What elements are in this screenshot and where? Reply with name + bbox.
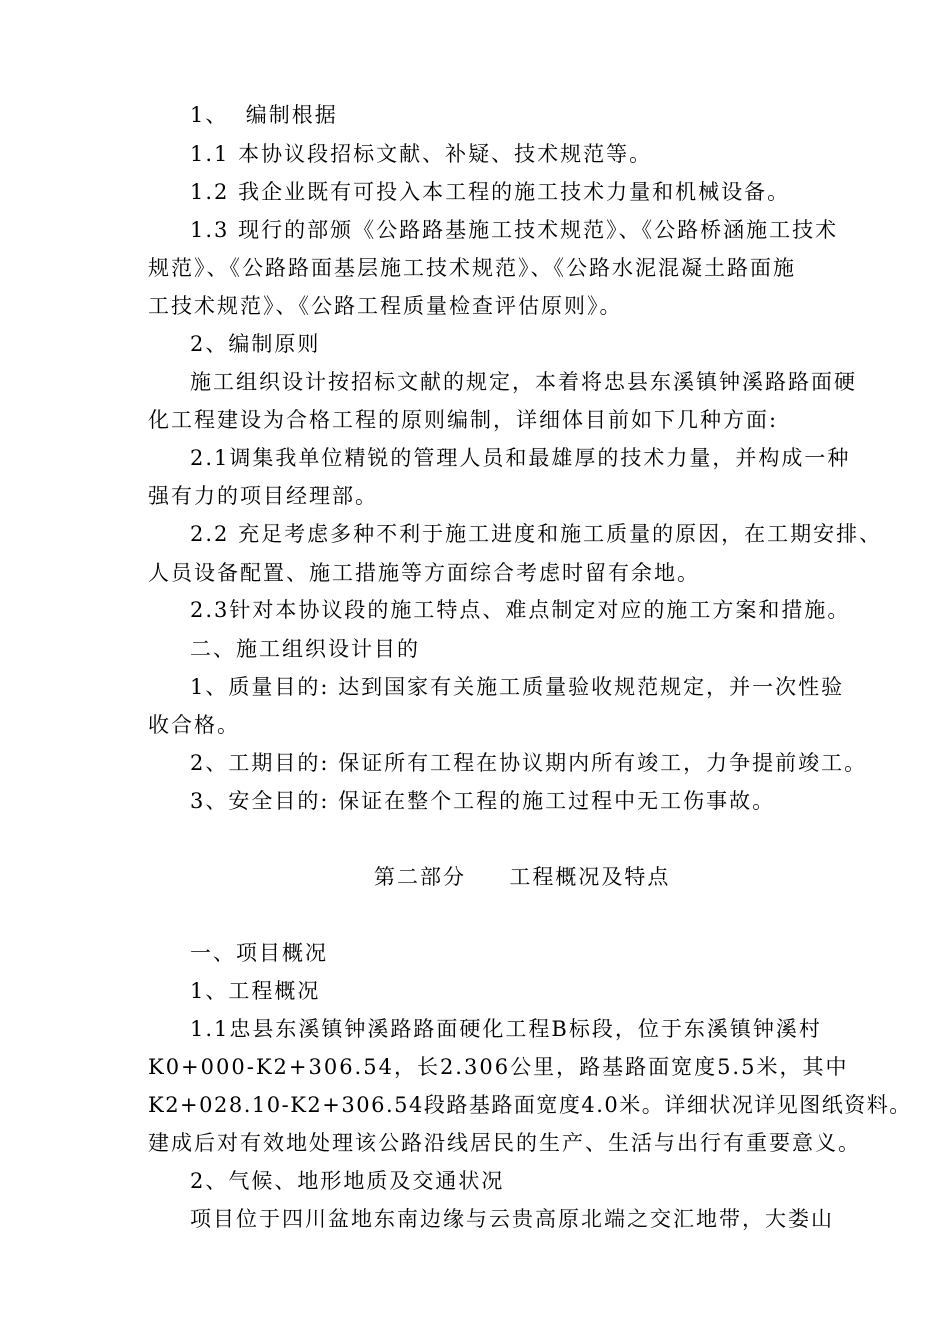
text-line: 1.2 我企业既有可投入本工程的施工技术力量和机械设备。 bbox=[190, 180, 791, 204]
section-heading: 2、编制原则 bbox=[190, 332, 321, 356]
text-line: 收合格。 bbox=[148, 713, 240, 737]
text-line: 人员设备配置、施工措施等方面综合考虑时留有余地。 bbox=[148, 561, 700, 585]
text-line: K2+028.10-K2+306.54段路基路面宽度4.0米。详细状况详见图纸资料。 bbox=[148, 1093, 912, 1117]
text-line: K0+000-K2+306.54，长2.306公里，路基路面宽度5.5米，其中 bbox=[148, 1055, 849, 1079]
text-line: 3、安全目的: 保证在整个工程的施工过程中无工伤事故。 bbox=[190, 789, 776, 813]
part-title: 第二部分 工程概况及特点 bbox=[374, 865, 671, 889]
text-line: 1、质量目的: 达到国家有关施工质量验收规范规定，并一次性验 bbox=[190, 675, 845, 699]
text-line: 强有力的项目经理部。 bbox=[148, 484, 378, 508]
text-line: 规范》、《公路路面基层施工技术规范》、《公路水泥混凝土路面施 bbox=[148, 256, 796, 280]
text-line: 2、工期目的: 保证所有工程在协议期内所有竣工，力争提前竣工。 bbox=[190, 751, 868, 775]
text-line: 2.1调集我单位精锐的管理人员和最雄厚的技术力量，并构成一种 bbox=[190, 446, 851, 470]
section-heading: 1、工程概况 bbox=[190, 979, 321, 1003]
text-line: 2.2 充足考虑多种不利于施工进度和施工质量的原因，在工期安排、 bbox=[190, 522, 883, 546]
text-line: 1、 编制根据 bbox=[190, 103, 338, 127]
section-heading: 二、施工组织设计目的 bbox=[190, 637, 420, 661]
text-line: 建成后对有效地处理该公路沿线居民的生产、生活与出行有重要意义。 bbox=[148, 1131, 861, 1155]
text-line: 1.1忠县东溪镇钟溪路路面硬化工程B标段，位于东溪镇钟溪村 bbox=[190, 1017, 822, 1041]
text-line: 施工组织设计按招标文献的规定，本着将忠县东溪镇钟溪路路面硬 bbox=[190, 370, 857, 394]
text-line: 1.3 现行的部颁《公路路基施工技术规范》、《公路桥涵施工技术 bbox=[190, 218, 839, 242]
text-line: 1.1 本协议段招标文献、补疑、技术规范等。 bbox=[190, 142, 653, 166]
text-line: 2.3针对本协议段的施工特点、难点制定对应的施工方案和措施。 bbox=[190, 598, 851, 622]
section-heading: 2、气候、地形地质及交通状况 bbox=[190, 1169, 505, 1193]
text-line: 化工程建设为合格工程的原则编制，详细体目前如下几种方面: bbox=[148, 408, 779, 432]
text-line: 工技术规范》、《公路工程质量检查评估原则》。 bbox=[148, 294, 623, 318]
text-line: 项目位于四川盆地东南边缘与云贵高原北端之交汇地带，大娄山 bbox=[190, 1207, 834, 1231]
section-heading: 一、项目概况 bbox=[190, 941, 328, 965]
